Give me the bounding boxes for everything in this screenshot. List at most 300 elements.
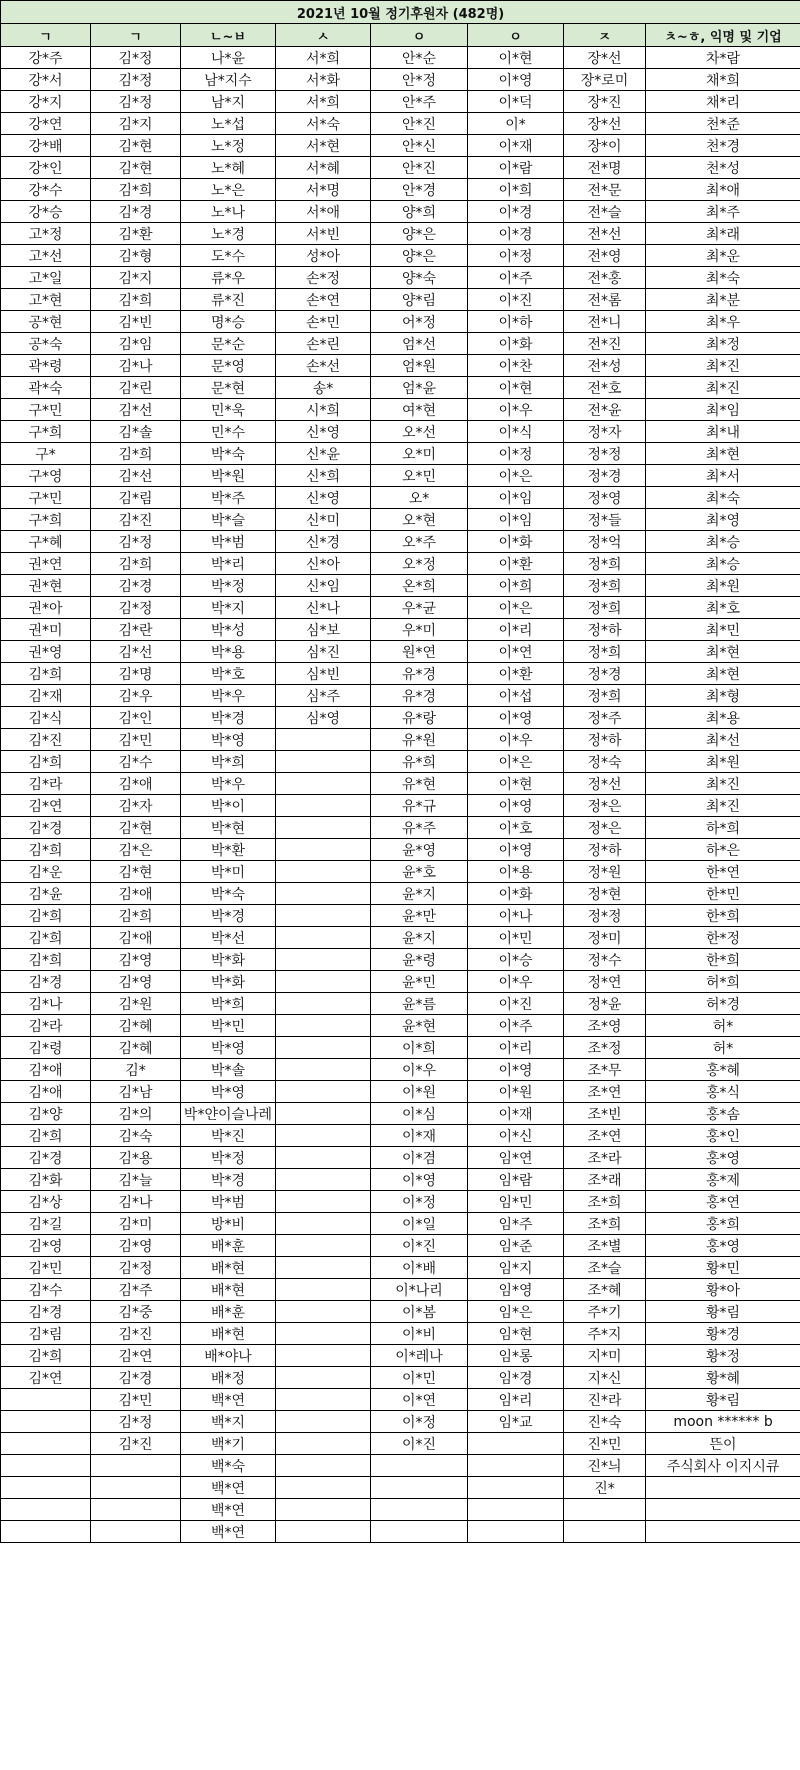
table-row <box>1 1323 800 1345</box>
donor-name-cell: 박*범 <box>181 1191 276 1213</box>
donor-name-cell: 서*희 <box>276 47 371 69</box>
donor-name-cell: 오*현 <box>371 509 468 531</box>
donor-name-cell: 최*진 <box>646 355 800 377</box>
donor-name-cell: 김*경 <box>1 817 91 839</box>
donor-name-cell: 최*분 <box>646 289 800 311</box>
donor-name-cell <box>276 1389 371 1411</box>
donor-name-cell <box>276 971 371 993</box>
donor-name-cell: 박*환 <box>181 839 276 861</box>
donor-name-cell: 박*미 <box>181 861 276 883</box>
donor-name-cell: 배*정 <box>181 1367 276 1389</box>
donor-name-cell: 백*숙 <box>181 1455 276 1477</box>
donor-name-cell: 이*현 <box>468 377 564 399</box>
donor-name-cell: 장*진 <box>564 91 646 113</box>
donor-name-cell: 박*성 <box>181 619 276 641</box>
donor-name-cell: 주*지 <box>564 1323 646 1345</box>
donor-name-cell: 유*랑 <box>371 707 468 729</box>
donor-name-cell: 조*빈 <box>564 1103 646 1125</box>
donor-name-cell: 임*지 <box>468 1257 564 1279</box>
donor-name-cell: 윤*지 <box>371 883 468 905</box>
donor-name-cell: 김*림 <box>1 1323 91 1345</box>
donor-name-cell: 서*희 <box>276 91 371 113</box>
donor-name-cell: 홍*혜 <box>646 1059 800 1081</box>
donor-name-cell: 하*은 <box>646 839 800 861</box>
donor-name-cell: 하*희 <box>646 817 800 839</box>
donor-name-cell: 최*선 <box>646 729 800 751</box>
table-row <box>1 333 800 355</box>
donor-name-cell: 황*림 <box>646 1301 800 1323</box>
donor-name-cell: 유*경 <box>371 685 468 707</box>
donor-name-cell: 김*의 <box>91 1103 181 1125</box>
donor-name-cell: 임*준 <box>468 1235 564 1257</box>
donor-name-cell: 김*희 <box>91 289 181 311</box>
donor-name-cell: 최*현 <box>646 443 800 465</box>
donor-name-cell: 윤*만 <box>371 905 468 927</box>
donor-name-cell: 남*지 <box>181 91 276 113</box>
donor-name-cell: 김* <box>91 1059 181 1081</box>
donor-name-cell: 이*영 <box>468 707 564 729</box>
table-row <box>1 443 800 465</box>
donor-name-cell <box>276 773 371 795</box>
donor-name-cell <box>276 817 371 839</box>
donor-name-cell: 김*린 <box>91 377 181 399</box>
donor-name-cell: 장*로미 <box>564 69 646 91</box>
donor-name-cell: 김*경 <box>1 1301 91 1323</box>
donor-name-cell: 전*홍 <box>564 267 646 289</box>
donor-name-cell <box>91 1455 181 1477</box>
donor-name-cell: 박*선 <box>181 927 276 949</box>
donor-name-cell: 김*정 <box>91 69 181 91</box>
table-row <box>1 883 800 905</box>
column-header: ㄱ <box>91 24 181 47</box>
table-row <box>1 355 800 377</box>
donor-name-cell: 이*영 <box>468 839 564 861</box>
donor-name-cell: 전*호 <box>564 377 646 399</box>
donor-name-cell: 박*진 <box>181 1125 276 1147</box>
donor-name-cell: 김*중 <box>91 1301 181 1323</box>
donor-name-cell: 전*진 <box>564 333 646 355</box>
donor-name-cell <box>276 905 371 927</box>
donor-name-cell: 권*현 <box>1 575 91 597</box>
table-row <box>1 245 800 267</box>
donor-name-cell <box>276 1037 371 1059</box>
donor-name-cell: 정*하 <box>564 619 646 641</box>
donor-name-cell: 곽*숙 <box>1 377 91 399</box>
table-row <box>1 1213 800 1235</box>
donor-name-cell: 김*애 <box>91 927 181 949</box>
table-row <box>1 597 800 619</box>
table-row <box>1 47 800 69</box>
donor-name-cell: 김*미 <box>91 1213 181 1235</box>
donor-name-cell: 조*영 <box>564 1015 646 1037</box>
donor-name-cell: 김*애 <box>1 1059 91 1081</box>
donor-name-cell: 서*현 <box>276 135 371 157</box>
donor-name-cell: 이*진 <box>468 993 564 1015</box>
donor-name-cell: 조*래 <box>564 1169 646 1191</box>
donor-name-cell: 황*정 <box>646 1345 800 1367</box>
donor-name-cell: 황*림 <box>646 1389 800 1411</box>
donor-name-cell: 김*은 <box>91 839 181 861</box>
donor-name-cell: 최*숙 <box>646 487 800 509</box>
donor-name-cell: 김*경 <box>91 1367 181 1389</box>
donor-name-cell: 윤*민 <box>371 971 468 993</box>
donor-name-cell: 박*경 <box>181 1169 276 1191</box>
donor-name-cell: 홍*식 <box>646 1081 800 1103</box>
column-header: ㅈ <box>564 24 646 47</box>
donor-name-cell: 조*혜 <box>564 1279 646 1301</box>
donor-name-cell: 이*신 <box>468 1125 564 1147</box>
donor-name-cell: 정*희 <box>564 575 646 597</box>
donor-name-cell: 임*주 <box>468 1213 564 1235</box>
donor-name-cell: 명*승 <box>181 311 276 333</box>
donor-name-cell: 김*희 <box>1 751 91 773</box>
table-row <box>1 1477 800 1499</box>
donor-name-cell: 김*희 <box>1 1125 91 1147</box>
donor-name-cell: 전*윤 <box>564 399 646 421</box>
donor-name-cell: 최*승 <box>646 531 800 553</box>
donor-name-cell: 김*진 <box>1 729 91 751</box>
donor-name-cell: 공*숙 <box>1 333 91 355</box>
table-row <box>1 421 800 443</box>
donor-name-cell: 이*찬 <box>468 355 564 377</box>
donor-name-cell: 최*진 <box>646 773 800 795</box>
donor-name-cell: 김*애 <box>91 773 181 795</box>
donor-name-cell: 최*용 <box>646 707 800 729</box>
donor-name-cell: 박*얀이슬나레 <box>181 1103 276 1125</box>
donor-name-cell <box>468 1499 564 1521</box>
donor-name-cell: 박*영 <box>181 1081 276 1103</box>
donor-name-cell: 정*원 <box>564 861 646 883</box>
donor-name-cell: 구*민 <box>1 399 91 421</box>
donor-name-cell: 최*숙 <box>646 267 800 289</box>
table-row <box>1 113 800 135</box>
donor-name-cell: 허* <box>646 1015 800 1037</box>
donor-name-cell: 이*진 <box>468 289 564 311</box>
table-row <box>1 1301 800 1323</box>
donor-name-cell: 박*영 <box>181 729 276 751</box>
column-header: ㅅ <box>276 24 371 47</box>
donor-name-cell: 홍*인 <box>646 1125 800 1147</box>
table-row <box>1 179 800 201</box>
donor-name-cell: 박*영 <box>181 1037 276 1059</box>
donor-name-cell: 김*라 <box>1 773 91 795</box>
donor-name-cell: 유*현 <box>371 773 468 795</box>
donor-name-cell: 이*영 <box>468 795 564 817</box>
donor-name-cell <box>371 1521 468 1543</box>
donor-name-cell <box>276 1301 371 1323</box>
donor-name-cell: 천*성 <box>646 157 800 179</box>
table-row <box>1 201 800 223</box>
donor-name-cell: 오*선 <box>371 421 468 443</box>
donor-name-cell <box>276 1521 371 1543</box>
donor-name-cell: 이*영 <box>371 1169 468 1191</box>
donor-name-cell: 최*내 <box>646 421 800 443</box>
donor-name-cell: 김*용 <box>91 1147 181 1169</box>
table-row <box>1 157 800 179</box>
column-header: ㅇ <box>371 24 468 47</box>
table-row <box>1 1037 800 1059</box>
donor-name-cell: 조*연 <box>564 1081 646 1103</box>
donor-name-cell: 전*문 <box>564 179 646 201</box>
donor-name-cell: 전*영 <box>564 245 646 267</box>
table-row <box>1 465 800 487</box>
donor-name-cell: 이*희 <box>468 179 564 201</box>
donor-name-cell <box>468 1433 564 1455</box>
donor-name-cell: 최*현 <box>646 663 800 685</box>
donor-name-cell: 김*연 <box>91 1345 181 1367</box>
donor-name-cell: 구*희 <box>1 421 91 443</box>
donor-name-cell: 박*호 <box>181 663 276 685</box>
donor-name-cell <box>276 1345 371 1367</box>
donor-name-cell: 채*희 <box>646 69 800 91</box>
donor-name-cell: 김*상 <box>1 1191 91 1213</box>
donor-name-cell: 한*정 <box>646 927 800 949</box>
donor-name-cell: 이*우 <box>468 971 564 993</box>
donor-name-cell: 백*연 <box>181 1499 276 1521</box>
donor-name-cell <box>276 861 371 883</box>
donor-name-cell: 박*리 <box>181 553 276 575</box>
donor-name-cell: 강*수 <box>1 179 91 201</box>
donor-name-cell: 정*하 <box>564 839 646 861</box>
donor-name-cell: 신*경 <box>276 531 371 553</box>
donor-name-cell: 서*명 <box>276 179 371 201</box>
donor-name-cell: 임*현 <box>468 1323 564 1345</box>
donor-name-cell <box>276 949 371 971</box>
donor-name-cell: 이*임 <box>468 487 564 509</box>
donor-name-cell: 박*용 <box>181 641 276 663</box>
donor-name-cell: 백*연 <box>181 1477 276 1499</box>
donor-name-cell <box>371 1455 468 1477</box>
table-row <box>1 1411 800 1433</box>
donor-name-cell: 이*영 <box>468 1059 564 1081</box>
donor-name-cell: 강*지 <box>1 91 91 113</box>
donor-name-cell: 김*희 <box>1 905 91 927</box>
table-row <box>1 927 800 949</box>
donor-name-cell: 김*희 <box>1 663 91 685</box>
donor-name-cell: 이*현 <box>468 773 564 795</box>
donor-name-cell: 고*현 <box>1 289 91 311</box>
table-row <box>1 795 800 817</box>
donor-name-cell: 박*주 <box>181 487 276 509</box>
sheet-title: 2021년 10월 정기후원자 (482명) <box>1 1 800 24</box>
donor-name-cell: 천*준 <box>646 113 800 135</box>
donor-name-cell: 김*윤 <box>1 883 91 905</box>
table-row <box>1 1499 800 1521</box>
donor-name-cell: 고*일 <box>1 267 91 289</box>
donor-name-cell: 박*원 <box>181 465 276 487</box>
donor-name-cell: 김*식 <box>1 707 91 729</box>
donor-name-cell: 한*희 <box>646 905 800 927</box>
donor-name-cell: 김*정 <box>91 597 181 619</box>
donor-name-cell: 고*선 <box>1 245 91 267</box>
table-row <box>1 531 800 553</box>
donor-name-cell: 임*영 <box>468 1279 564 1301</box>
donor-name-cell: 정*경 <box>564 663 646 685</box>
donor-name-cell <box>468 1477 564 1499</box>
table-row <box>1 377 800 399</box>
donor-name-cell: 최*운 <box>646 245 800 267</box>
donor-name-cell: 이*환 <box>468 663 564 685</box>
donor-name-cell: 김*나 <box>91 1191 181 1213</box>
donor-name-cell: 김*솔 <box>91 421 181 443</box>
donor-name-cell: 김*희 <box>91 905 181 927</box>
donor-name-cell <box>276 1367 371 1389</box>
donor-name-cell: 강*주 <box>1 47 91 69</box>
table-row <box>1 1235 800 1257</box>
donor-name-cell: 김*숙 <box>91 1125 181 1147</box>
donor-table-body <box>1 47 800 1543</box>
donor-name-cell <box>564 1521 646 1543</box>
donor-name-cell: 박*숙 <box>181 883 276 905</box>
donor-name-cell: 이*봄 <box>371 1301 468 1323</box>
donor-name-cell: 김*정 <box>91 47 181 69</box>
table-row <box>1 91 800 113</box>
donor-name-cell: 조*슬 <box>564 1257 646 1279</box>
donor-name-cell: 최*진 <box>646 377 800 399</box>
donor-name-cell: 정*하 <box>564 729 646 751</box>
table-row <box>1 223 800 245</box>
donor-name-cell: 김*현 <box>91 157 181 179</box>
donor-name-cell: 조*정 <box>564 1037 646 1059</box>
donor-name-cell: 김*진 <box>91 509 181 531</box>
donor-name-cell <box>276 1191 371 1213</box>
donor-name-cell: 박*범 <box>181 531 276 553</box>
donor-name-cell: 노*정 <box>181 135 276 157</box>
donor-name-cell: 구*민 <box>1 487 91 509</box>
table-row <box>1 839 800 861</box>
donor-name-cell <box>276 751 371 773</box>
donor-name-cell <box>91 1521 181 1543</box>
donor-name-cell: 노*경 <box>181 223 276 245</box>
donor-name-cell: 정*희 <box>564 641 646 663</box>
donor-name-cell: 윤*령 <box>371 949 468 971</box>
donor-name-cell: 김*영 <box>91 949 181 971</box>
donor-name-cell: 김*민 <box>1 1257 91 1279</box>
donor-name-cell: 조*희 <box>564 1213 646 1235</box>
donor-name-cell: 차*람 <box>646 47 800 69</box>
donor-name-cell: 이*나리 <box>371 1279 468 1301</box>
table-row <box>1 1059 800 1081</box>
donor-name-cell: 백*연 <box>181 1521 276 1543</box>
donor-name-cell: 심*보 <box>276 619 371 641</box>
donor-name-cell: 정*영 <box>564 487 646 509</box>
donor-name-cell: 양*은 <box>371 245 468 267</box>
donor-name-cell: 지*신 <box>564 1367 646 1389</box>
table-row <box>1 267 800 289</box>
donor-name-cell: 이*희 <box>468 575 564 597</box>
donor-name-cell: 강*인 <box>1 157 91 179</box>
donor-name-cell: 임*은 <box>468 1301 564 1323</box>
donor-name-cell: 이*진 <box>371 1433 468 1455</box>
table-row <box>1 905 800 927</box>
column-header: ㄴ~ㅂ <box>181 24 276 47</box>
donor-name-cell: 최*원 <box>646 751 800 773</box>
donor-name-cell <box>276 1433 371 1455</box>
donor-name-cell <box>1 1455 91 1477</box>
donor-name-cell: 김*정 <box>91 531 181 553</box>
donor-name-cell: 공*현 <box>1 311 91 333</box>
donor-name-cell: 이*하 <box>468 311 564 333</box>
donor-name-cell: 서*빈 <box>276 223 371 245</box>
donor-name-cell <box>276 1499 371 1521</box>
donor-name-cell: 김*혜 <box>91 1015 181 1037</box>
donor-name-cell: 김*운 <box>1 861 91 883</box>
donor-name-cell: 김*림 <box>91 487 181 509</box>
donor-name-cell <box>276 1103 371 1125</box>
donor-name-cell: 신*윤 <box>276 443 371 465</box>
donor-name-cell: 김*수 <box>91 751 181 773</box>
donor-name-cell: 정*윤 <box>564 993 646 1015</box>
donor-name-cell: 성*아 <box>276 245 371 267</box>
donor-name-cell: 백*연 <box>181 1389 276 1411</box>
donor-name-cell: 김*남 <box>91 1081 181 1103</box>
donor-name-cell: 임*연 <box>468 1147 564 1169</box>
donor-name-cell: 이*연 <box>468 641 564 663</box>
donor-name-cell: 유*규 <box>371 795 468 817</box>
table-row <box>1 971 800 993</box>
donor-name-cell: 임*교 <box>468 1411 564 1433</box>
table-row <box>1 553 800 575</box>
donor-name-cell <box>91 1499 181 1521</box>
donor-name-cell <box>276 993 371 1015</box>
donor-name-cell: 김*라 <box>1 1015 91 1037</box>
donor-name-cell: 정*선 <box>564 773 646 795</box>
donor-name-cell <box>1 1411 91 1433</box>
donor-name-cell: 엄*윤 <box>371 377 468 399</box>
title-row <box>1 1 800 24</box>
donor-name-cell: 신*희 <box>276 465 371 487</box>
donor-name-cell: 이*우 <box>468 399 564 421</box>
donor-name-cell: 송* <box>276 377 371 399</box>
donor-name-cell: 최*민 <box>646 619 800 641</box>
donor-name-cell: 윤*영 <box>371 839 468 861</box>
table-row <box>1 1389 800 1411</box>
donor-name-cell <box>276 1411 371 1433</box>
donor-name-cell: 허* <box>646 1037 800 1059</box>
donor-name-cell: 전*롬 <box>564 289 646 311</box>
donor-name-cell: 김*령 <box>1 1037 91 1059</box>
donor-name-cell: 오* <box>371 487 468 509</box>
donor-name-cell: 홍*솜 <box>646 1103 800 1125</box>
donor-name-cell <box>276 1455 371 1477</box>
donor-name-cell: 류*우 <box>181 267 276 289</box>
donor-name-cell: 서*화 <box>276 69 371 91</box>
donor-name-cell: 남*지수 <box>181 69 276 91</box>
donor-name-cell: 최*원 <box>646 575 800 597</box>
donor-name-cell: 곽*령 <box>1 355 91 377</box>
donor-name-cell: 임*민 <box>468 1191 564 1213</box>
donor-name-cell <box>1 1433 91 1455</box>
donor-name-cell: 장*선 <box>564 113 646 135</box>
donor-name-cell: 안*주 <box>371 91 468 113</box>
donor-name-cell <box>276 1147 371 1169</box>
donor-name-cell: 배*훈 <box>181 1301 276 1323</box>
donor-name-cell: 김*영 <box>1 1235 91 1257</box>
donor-name-cell: 뜬이 <box>646 1433 800 1455</box>
donor-name-cell: 김*경 <box>1 971 91 993</box>
table-row <box>1 1433 800 1455</box>
table-row <box>1 663 800 685</box>
donor-name-cell: 엄*원 <box>371 355 468 377</box>
donor-name-cell: 노*섭 <box>181 113 276 135</box>
donor-name-cell: 김*희 <box>1 839 91 861</box>
donor-name-cell: 윤*름 <box>371 993 468 1015</box>
donor-name-cell: 백*기 <box>181 1433 276 1455</box>
donor-name-cell: 진* <box>564 1477 646 1499</box>
table-row <box>1 707 800 729</box>
donor-name-cell: 김*진 <box>91 1323 181 1345</box>
donor-name-cell: 김*임 <box>91 333 181 355</box>
